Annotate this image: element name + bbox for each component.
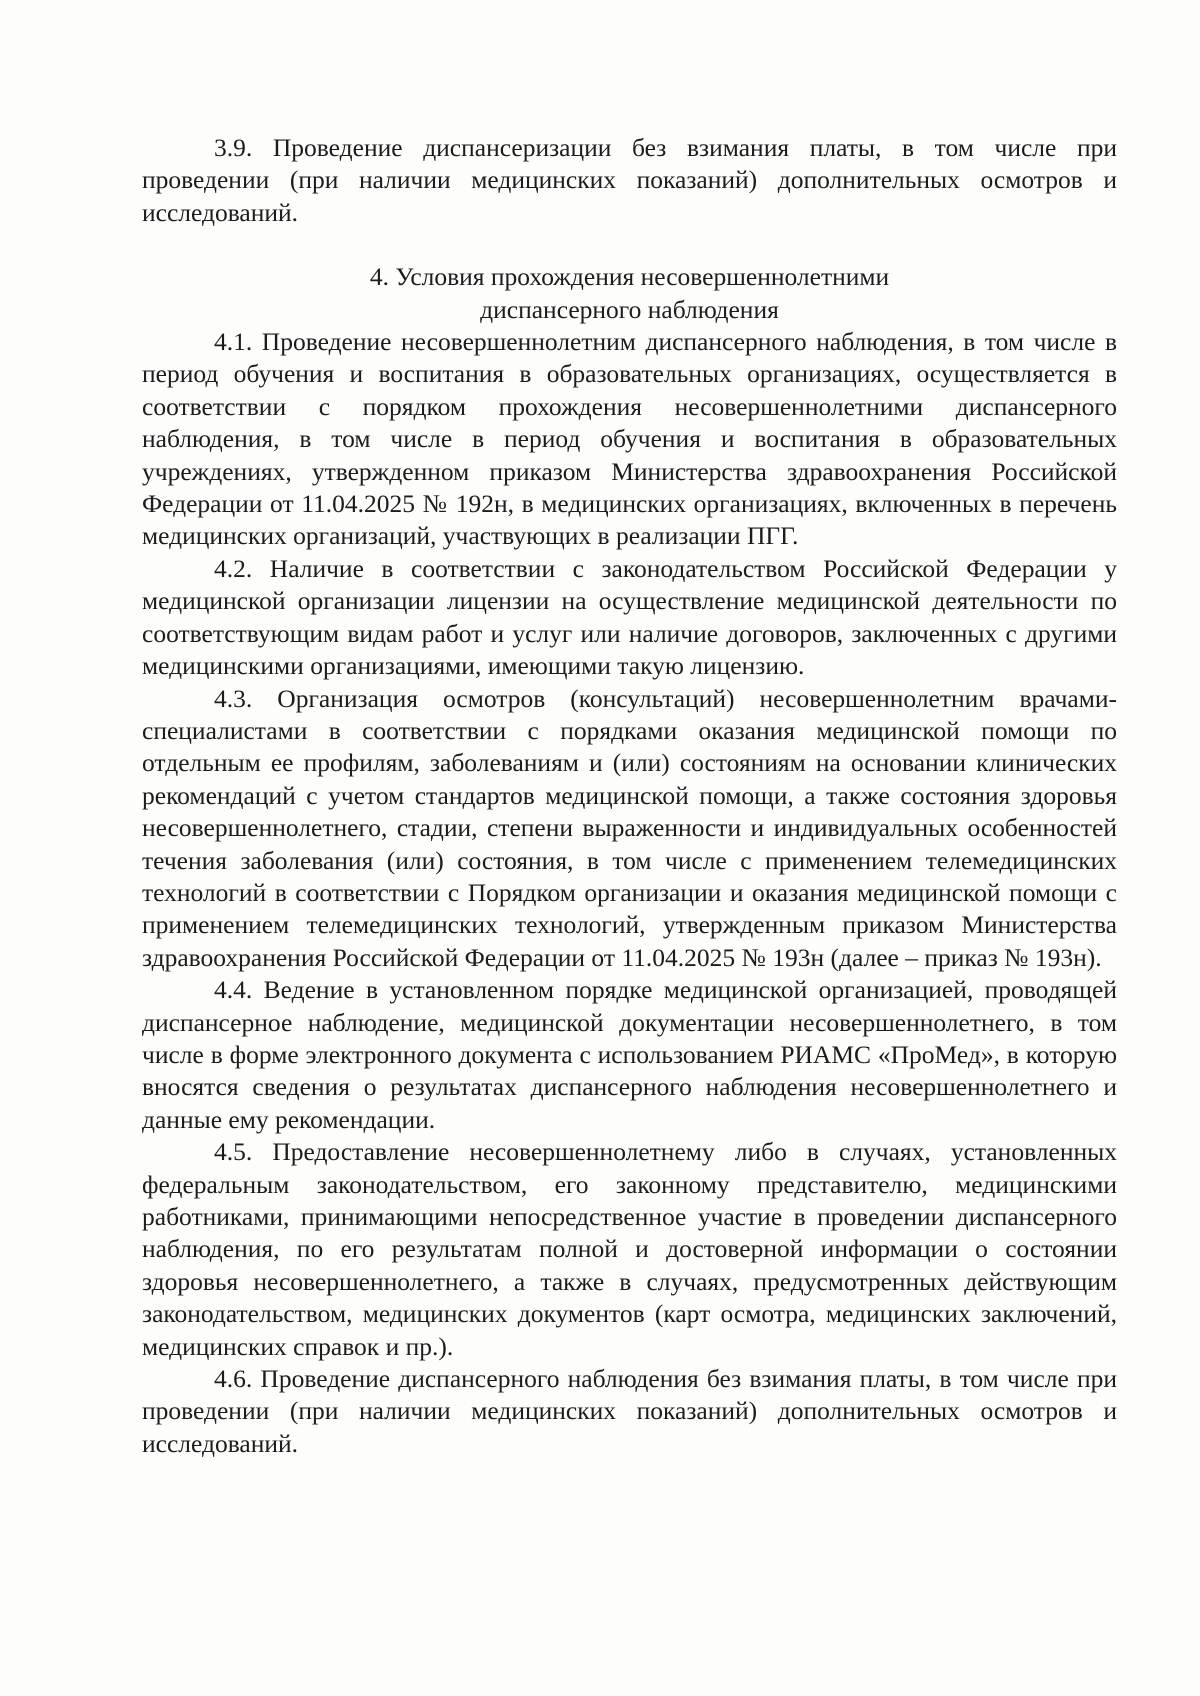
paragraph-4-6: 4.6. Проведение диспансерного наблюдения без взимания платы, в том числе при проведении (при наличии медицинских показаний) дополнительных осмотров и исследований. bbox=[142, 1364, 1117, 1458]
paragraph-4-2: 4.2. Наличие в соответствии с законодательством Российской Федерации у медицинской организации лицензии на осуществление медицинской деятельности по соответствующим видам работ и услуг или наличие договоров, заключенных с другими медицинскими организациями, имеющими такую лицензию. bbox=[142, 553, 1117, 681]
document-body bbox=[142, 132, 1117, 1460]
paragraph-4-5: 4.5. Предоставление несовершеннолетнему либо в случаях, установленных федеральным законодательством, его законному представителю, медицинскими работниками, принимающими непосредственное участие в проведении диспансерного наблюдения, по его результатам полной и достоверной информации о состоянии здоровья несовершеннолетнего, а также в случаях, предусмотренных действующим законодательством, медицинских документов (карт осмотра, медицинских заключений, медицинских справок и пр.). bbox=[142, 1137, 1117, 1361]
section-heading-line-1: 4. Условия прохождения несовершеннолетними bbox=[369, 262, 890, 292]
paragraph-4-1: 4.1. Проведение несовершеннолетним диспансерного наблюдения, в том числе в период обучения и воспитания в образовательных организациях, осуществляется в соответствии с порядком прохождения несовершеннолетними диспансерного наблюдения, в том числе в период обучения и воспитания в образовательных учреждениях, утвержденном приказом Министерства здравоохранения Российской Федерации от 11.04.2025 № 192н, в медицинских организациях, включенных в перечень медицинских организаций, участвующих в реализации ПГГ. bbox=[142, 327, 1117, 551]
paragraph-4-3: 4.3. Организация осмотров (консультаций) несовершеннолетним врачами-специалистами в соответствии с порядками оказания медицинской помощи по отдельным ее профилям, заболеваниям и (или) состояниям на основании клинических рекомендаций с учетом стандартов медицинской помощи, а также состояния здоровья несовершеннолетнего, стадии, степени выраженности и индивидуальных особенностей течения заболевания (или) состояния, в том числе с применением телемедицинских технологий в соответствии с Порядком организации и оказания медицинской помощи с применением телемедицинских технологий, утвержденным приказом Министерства здравоохранения Российской Федерации от 11.04.2025 № 193н (далее – приказ № 193н). bbox=[142, 683, 1117, 972]
paragraph-4-4: 4.4. Ведение в установленном порядке медицинской организацией, проводящей диспансерное наблюдение, медицинской документации несовершеннолетнего, в том числе в форме электронного документа с использованием РИАМС «ПроМед», в которую вносятся сведения о результатах диспансерного наблюдения несовершеннолетнего и данные ему рекомендации. bbox=[142, 975, 1117, 1134]
section-heading-line-2: диспансерного наблюдения bbox=[480, 294, 779, 324]
paragraph-3-9: 3.9. Проведение диспансеризации без взимания платы, в том числе при проведении (при наличии медицинских показаний) дополнительных осмотров и исследований. bbox=[142, 133, 1117, 227]
section-heading bbox=[142, 261, 1117, 326]
